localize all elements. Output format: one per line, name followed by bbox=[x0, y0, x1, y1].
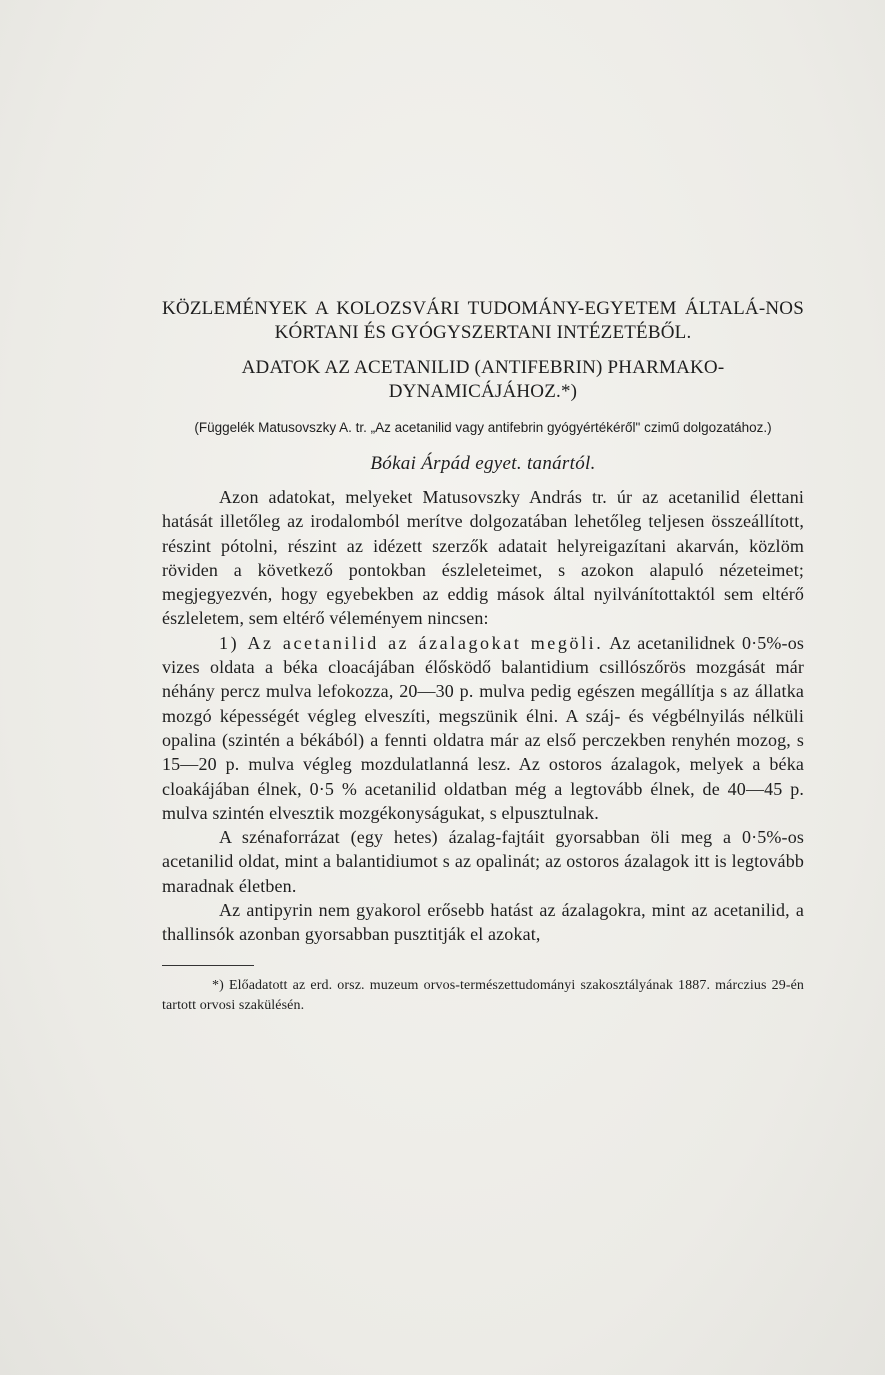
appendix-note: (Függelék Matusovszky A. tr. „Az acetanilid vagy antifebrin gyógyértékéről" czimű dolgozatához.) bbox=[194, 420, 772, 435]
footnote-divider bbox=[162, 965, 254, 966]
paragraph-1: Azon adatokat, melyeket Matusovszky András tr. úr az acetanilid élettani hatását illetőleg az irodalomból merítve dolgozatában lehetőleg teljesen összeállított, részint pótolni, részint az idézett szerzők adatait helyreigazítani akarván, közlöm röviden a következő pontokban észleleteimet, s azokon alapuló nézeteimet; megjegyezvén, hogy egyebekben az eddig mások által nyilvánítottaktól sem eltérő észleletem, sem eltérő véleményem nincsen: bbox=[162, 487, 804, 629]
finding-1-text: Az acetanilidnek 0·5%-os vizes oldata a béka cloacájában élősködő balantidium csillószőrös mozgását már néhány percz mulva lefokozza, 20—30 p. mulva pedig egészen megállítja s az állatka mozgó képességét végleg elveszíti, megszünik élni. A száj- és végbélnyilás nélküli opalina (szintén a békából) a fennti oldatra már az első perczekben renyhén mozog, s 15—20 p. mulva végleg mozdulatlanná lesz. Az ostoros ázalagok, melyek a béka cloakájában élnek, 0·5 % acetanilid oldatban még a legtovább élnek, de 40—45 p. mulva szintén elvesztik mozgékonyságukat, s elpusztulnak. bbox=[162, 632, 805, 823]
paragraph-4: Az antipyrin nem gyakorol erősebb hatást az ázalagokra, mint az acetanilid, a thallinsók azonban gyorsabban pusztitják el azokat, bbox=[162, 900, 804, 945]
article-title: ADATOK AZ ACETANILID (ANTIFEBRIN) PHARMAKO-DYNAMICÁJÁHOZ.*) bbox=[241, 357, 725, 402]
footnote: *) Előadatott az erd. orsz. muzeum orvos-természettudományi szakosztályának 1887. márczius 29-én tartott orvosi szakülésén. bbox=[162, 977, 804, 1013]
page-content bbox=[162, 297, 804, 1016]
paragraph-3: A szénaforrázat (egy hetes) ázalag-fajtáit gyorsabban öli meg a 0·5%-os acetanilid oldat, mint a balantidiumot s az opalinát; az ostoros ázalagok itt is legtovább maradnak életben. bbox=[162, 827, 804, 896]
author-line: Bókai Árpád egyet. tanártól. bbox=[370, 453, 596, 474]
paragraph-2 bbox=[162, 631, 804, 825]
article-body bbox=[162, 485, 804, 947]
finding-1-lead: 1) Az acetanilid az ázalagokat megöli. bbox=[219, 632, 604, 653]
institute-heading: KÖZLEMÉNYEK A KOLOZSVÁRI TUDOMÁNY-EGYETEM ÁLTALÁ-NOS KÓRTANI ÉS GYÓGYSZERTANI INTÉZETÉBŐL. bbox=[162, 298, 804, 343]
